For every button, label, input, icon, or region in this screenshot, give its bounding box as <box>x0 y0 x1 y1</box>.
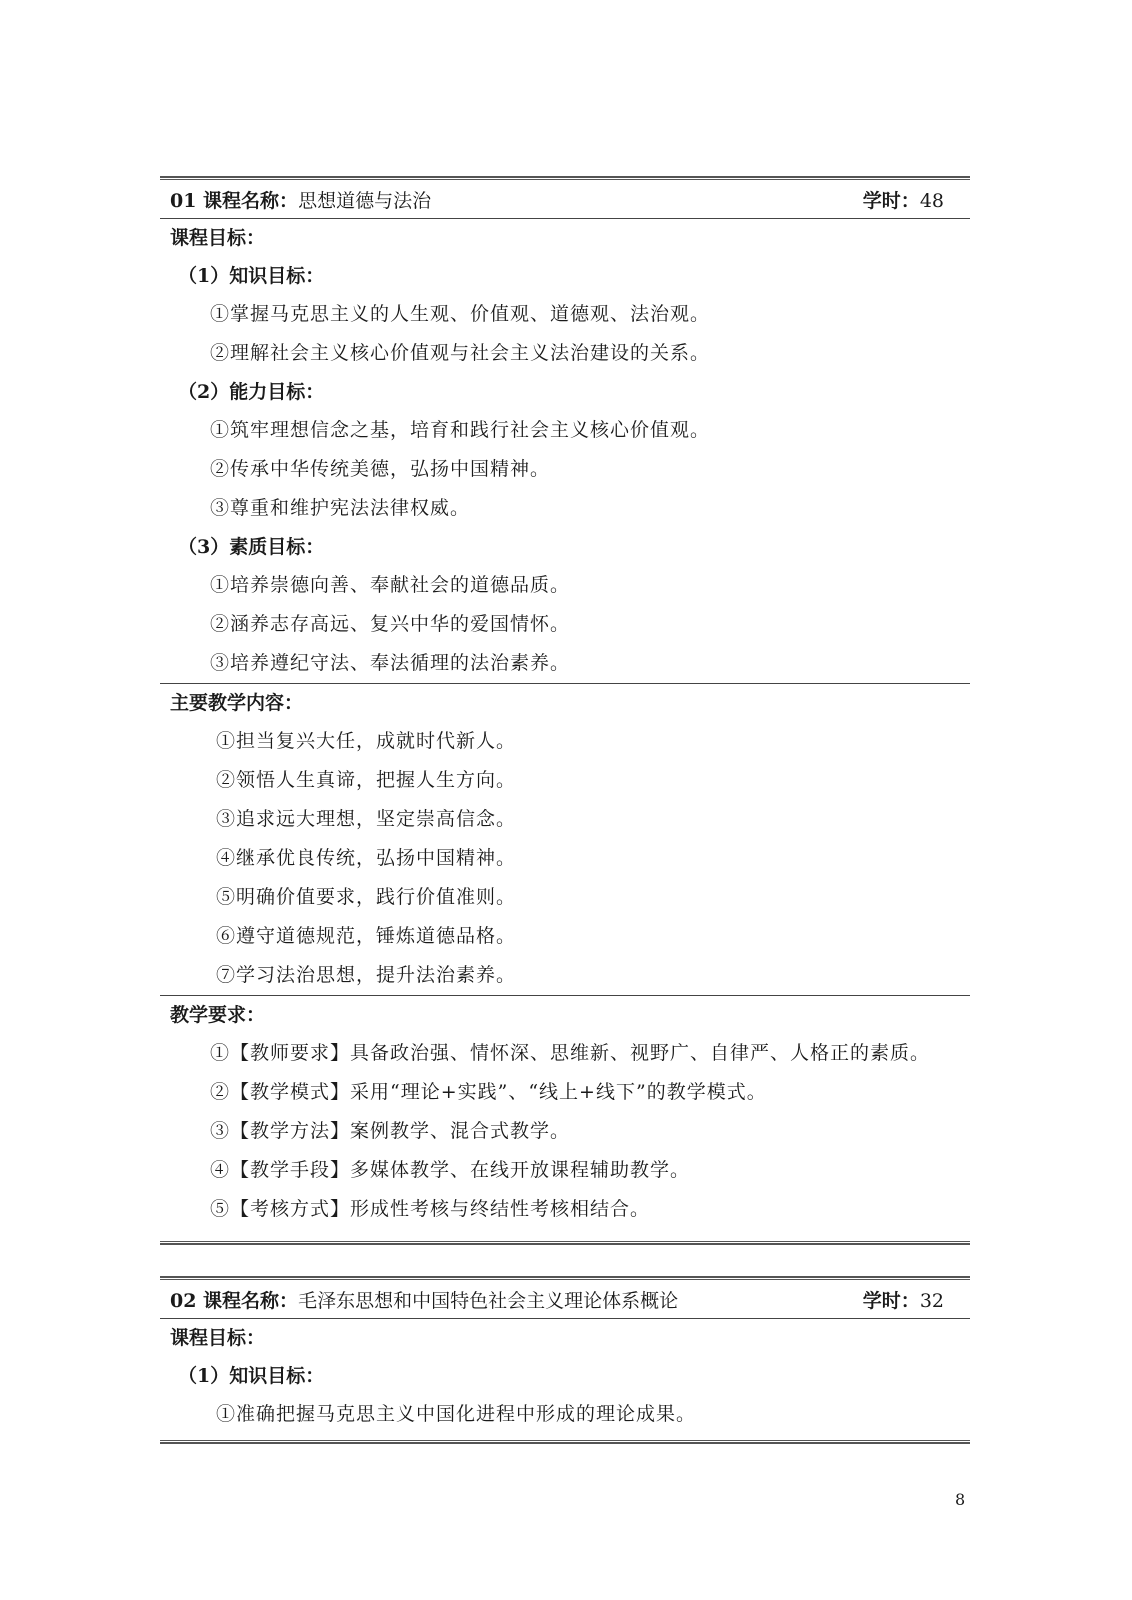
list-item: ⑦学习法治思想，提升法治素养。 <box>216 964 517 986</box>
requirements-title: 教学要求： <box>170 1004 266 1026</box>
course-hours-cell <box>863 186 944 213</box>
course-name-cell <box>170 1286 678 1313</box>
list-item: ③尊重和维护宪法法律权威。 <box>210 497 471 519</box>
quality-title: （3）素质目标： <box>178 536 325 558</box>
list-item: ③追求远大理想，坚定崇高信念。 <box>216 808 517 830</box>
hours-label: 学时： <box>862 189 920 212</box>
hours-value: 32 <box>919 1289 944 1312</box>
course-table-01 <box>160 176 970 1245</box>
spacer <box>160 1229 970 1241</box>
course-number-label: 02 课程名称： <box>170 1289 299 1312</box>
course-number-label: 01 课程名称： <box>170 189 299 212</box>
list-item: ①准确把握马克思主义中国化进程中形成的理论成果。 <box>216 1403 697 1425</box>
list-item: ①担当复兴大任，成就时代新人。 <box>216 730 517 752</box>
objectives-title: 课程目标： <box>170 227 266 249</box>
list-item: ④【教学手段】多媒体教学、在线开放课程辅助教学。 <box>210 1159 691 1181</box>
course-header-row <box>160 180 970 218</box>
course-name: 毛泽东思想和中国特色社会主义理论体系概论 <box>298 1289 679 1312</box>
list-item: ①【教师要求】具备政治强、情怀深、思维新、视野广、自律严、人格正的素质。 <box>210 1042 931 1064</box>
hours-label: 学时： <box>862 1289 920 1312</box>
list-item: ②涵养志存高远、复兴中华的爱国情怀。 <box>210 613 571 635</box>
table-bottom-border <box>160 1241 970 1245</box>
list-item: ⑤【考核方式】形成性考核与终结性考核相结合。 <box>210 1198 651 1220</box>
hours-value: 48 <box>919 189 944 212</box>
list-item: ①掌握马克思主义的人生观、价值观、道德观、法治观。 <box>210 303 711 325</box>
list-item: ⑥遵守道德规范，锤炼道德品格。 <box>216 925 517 947</box>
ability-title: （2）能力目标： <box>178 381 325 403</box>
list-item: ③【教学方法】案例教学、混合式教学。 <box>210 1120 571 1142</box>
list-item: ③培养遵纪守法、奉法循理的法治素养。 <box>210 652 571 674</box>
table-bottom-border <box>160 1440 970 1444</box>
course-header-row <box>160 1280 970 1318</box>
course-name: 思想道德与法治 <box>298 189 432 212</box>
list-item: ①培养崇德向善、奉献社会的道德品质。 <box>210 574 571 596</box>
list-item: ②【教学模式】采用“理论+实践”、“线上+线下”的教学模式。 <box>210 1081 767 1103</box>
objectives-title: 课程目标： <box>170 1327 266 1349</box>
list-item: ②理解社会主义核心价值观与社会主义法治建设的关系。 <box>210 342 711 364</box>
list-item: ①筑牢理想信念之基，培育和践行社会主义核心价值观。 <box>210 419 711 441</box>
course-name-cell <box>170 186 431 213</box>
knowledge-title: （1）知识目标： <box>178 265 325 287</box>
list-item: ②领悟人生真谛，把握人生方向。 <box>216 769 517 791</box>
knowledge-title: （1）知识目标： <box>178 1365 325 1387</box>
course-table-02 <box>160 1276 970 1444</box>
course-hours-cell <box>863 1286 944 1313</box>
page-number: 8 <box>955 1490 966 1509</box>
list-item: ⑤明确价值要求，践行价值准则。 <box>216 886 517 908</box>
list-item: ④继承优良传统，弘扬中国精神。 <box>216 847 517 869</box>
list-item: ②传承中华传统美德，弘扬中国精神。 <box>210 458 551 480</box>
content-title: 主要教学内容： <box>170 692 304 714</box>
